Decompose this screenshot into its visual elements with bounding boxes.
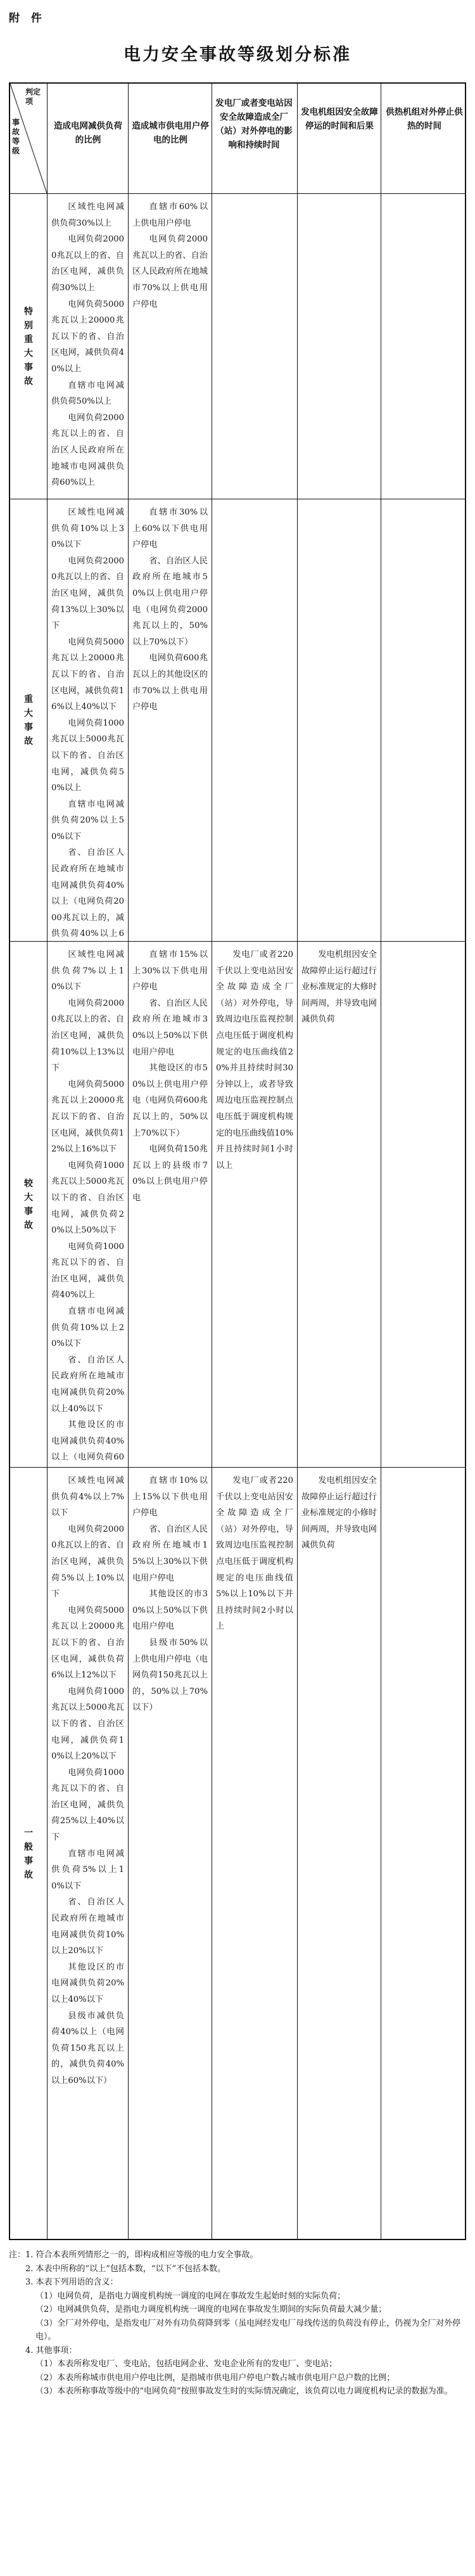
- note-4: 4. 其他事项：: [25, 2345, 77, 2355]
- cell-paragraph: 发电机组因安全故障停止运行超过行业标准规定的小修时间两周，并导致电网减供负荷: [301, 1476, 377, 1551]
- cell-load-reduction-general: [48, 1468, 128, 2240]
- cell-paragraph: 省、自治区人民政府所在地城市50%以上供电用户停电（电网负荷2000兆瓦以上的，50%以上70%以下）: [132, 556, 208, 647]
- note-4-3: （3）本表所称事故等级中的“电网负荷”按照事故发生时的实际情况确定，该负荷以电力调度机构记录的数据为准。: [35, 2387, 453, 2396]
- cell-user-outage-major: [129, 499, 212, 941]
- cell-paragraph: 区域性电网减供负荷7%以上10%以下: [51, 950, 124, 992]
- header-user-outage: 造成城市供电用户停电的比例: [132, 121, 209, 145]
- cell-paragraph: 电网负荷5000兆瓦以上20000兆瓦以下的省、自治区电网，减供负荷12%以上16%以下: [51, 1079, 124, 1155]
- header-plant-outage: 发电厂或者变电站因安全故障造成全厂（站）对外停电的影响和持续时间: [215, 98, 293, 150]
- note-2: 2. 本表中所称的“以上”包括本数，“以下”不包括本数。: [25, 2264, 226, 2274]
- cell-paragraph: 电网负荷2000兆瓦以上的省、自治区人民政府所在地城市70%以上供电用户停电: [132, 234, 208, 309]
- cell-paragraph: 省、自治区人民政府所在地城市30%以上50%以下供电用户停电: [132, 998, 208, 1057]
- cell-paragraph: 电网负荷2000兆瓦以上的省、自治区人民政府所在地城市电网减供负荷60%以上: [51, 413, 124, 488]
- cell-paragraph: 直辖市电网减供负荷5%以上10%以下: [51, 1849, 124, 1891]
- cell-user-outage-larger: [129, 942, 212, 1467]
- note-4-2: （2）本表所称城市供电用户停电比例，是指城市供电用户停电户数占城市供电用户总户数的比例；: [35, 2373, 395, 2383]
- cell-paragraph: 其他设区的市电网减供负荷40%以上（电网负荷60: [51, 1420, 124, 1463]
- cell-paragraph: 区域性电网减供负荷30%以上: [51, 202, 124, 228]
- cell-paragraph: 县级市50%以上供电用户停电（电网负荷150兆瓦以上的，50%以上70%以下）: [132, 1637, 208, 1713]
- cell-load-reduction-major: [48, 499, 128, 941]
- cell-paragraph: 发电机组因安全故障停止运行超过行业标准规定的大修时间两周，并导致电网减供负荷: [301, 950, 377, 1025]
- cell-paragraph: 区域性电网减供负荷4%以上7%以下: [51, 1476, 124, 1518]
- cell-load-reduction-especially-major: [48, 194, 128, 499]
- cell-paragraph: 省、自治区人民政府所在地城市15%以上30%以下供电用户停电: [132, 1524, 208, 1583]
- cell-paragraph: 电网负荷5000兆瓦以上20000兆瓦以下的省、自治区电网，减供负荷16%以上40%以下: [51, 637, 124, 712]
- cell-paragraph: 县级市减供负荷40%以上（电网负荷150兆瓦以上的，减供负荷40%以上60%以下）: [51, 2011, 124, 2086]
- attachment-label: 附 件: [9, 12, 46, 25]
- level-label-larger: 较大事故: [24, 1178, 33, 1231]
- note-3-2: （2）电网减供负荷，是指电力调度机构统一调度的电网在事故发生期间的实际负荷最大减少量；: [35, 2305, 387, 2314]
- level-label-major: 重大事故: [24, 694, 33, 747]
- cell-paragraph: 电网负荷600兆瓦以上的其他设区的市70%以上供电用户停电: [132, 653, 208, 712]
- cell-paragraph: 其他设区的市50%以上供电用户停电（电网负荷600兆瓦以上的，50%以上70%以下）: [132, 1063, 208, 1138]
- note-1: 注：1. 符合本表所列情形之一的，即构成相应等级的电力安全事故。: [9, 2250, 258, 2260]
- header-load-reduction: 造成电网减供负荷的比例: [54, 121, 122, 145]
- cell-paragraph: 直辖市电网减供负荷50%以上: [51, 380, 124, 407]
- cell-load-reduction-larger: [48, 942, 128, 1467]
- page-title: 电力安全事故等级划分标准: [124, 45, 352, 65]
- cell-plant-outage-larger: [212, 942, 297, 1467]
- header-unit-outage: 发电机组因安全故障停运的时间和后果: [301, 107, 378, 131]
- cell-paragraph: 电网负荷20000兆瓦以上的省、自治区电网，减供负荷5%以上10%以下: [51, 1524, 124, 1599]
- cell-user-outage-especially-major: [129, 194, 212, 499]
- cell-paragraph: 直辖市15%以上30%以下供电用户停电: [132, 950, 208, 992]
- cell-paragraph: 其他设区的市电网减供负荷20%以上40%以下: [51, 1962, 124, 2004]
- corner-label-bottom: 事故等级: [12, 118, 20, 155]
- cell-unit-outage-general: [298, 1468, 381, 2240]
- cell-paragraph: 直辖市60%以上供电用户停电: [132, 202, 208, 228]
- cell-user-outage-general: [129, 1468, 212, 2240]
- level-label-especially-major: 特别重大事故: [24, 306, 33, 387]
- header-heat-supply: 供热机组对外停止供热的时间: [386, 107, 463, 131]
- cell-paragraph: 电网负荷20000兆瓦以上的省、自治区电网，减供负荷13%以上30%以下: [51, 556, 124, 631]
- cell-paragraph: 电网负荷150兆瓦以上的县级市70%以上供电用户停电: [132, 1144, 208, 1203]
- cell-plant-outage-general: [212, 1468, 297, 2240]
- level-label-general: 一般事故: [24, 1828, 33, 1880]
- cell-paragraph: 电网负荷1000兆瓦以上5000兆瓦以下的省、自治区电网，减供负荷50%以上: [51, 718, 124, 793]
- cell-paragraph: 区域性电网减供负荷10%以上30%以下: [51, 508, 124, 550]
- cell-paragraph: 电网负荷20000兆瓦以上的省、自治区电网，减供负荷10%以上13%以下: [51, 998, 124, 1073]
- cell-paragraph: 发电厂或者220千伏以上变电站因安全故障造成全厂（站）对外停电，导致周边电压监视控制点电压低于调度机构规定的电压曲线值20%并且持续时间30分钟以上，或者导致周边电压监视控制点电压低于调度机构规定的电压曲线值10%并且持续时间1小时以上: [216, 950, 293, 1170]
- cell-paragraph: 直辖市电网减供负荷10%以上20%以下: [51, 1307, 124, 1349]
- cell-paragraph: 省、自治区人民政府所在地城市电网减供负荷10%以上20%以下: [51, 1897, 124, 1956]
- cell-paragraph: 电网负荷1000兆瓦以上5000兆瓦以下的省、自治区电网，减供负荷20%以上50%以下: [51, 1160, 124, 1236]
- cell-paragraph: 电网负荷20000兆瓦以上的省、自治区电网，减供负荷30%以上: [51, 234, 124, 293]
- note-4-1: （1）本表所称发电厂、变电站，包括电网企业、发电企业所有的发电厂、变电站；: [35, 2359, 338, 2369]
- note-3: 3. 本表下列用语的含义：: [25, 2278, 118, 2287]
- cell-paragraph: 其他设区的市30%以上50%以下供电用户停电: [132, 1589, 208, 1632]
- cell-paragraph: 发电厂或者220千伏以上变电站因安全故障造成全厂（站）对外停电，导致周边电压监视控制点电压低于调度机构规定的电压曲线值5%以上10%以下并且持续时间2小时以上: [216, 1476, 293, 1632]
- cell-paragraph: 直辖市电网减供负荷20%以上50%以下: [51, 799, 124, 842]
- corner-label-top: 判定项: [25, 87, 41, 106]
- accident-level-table: [9, 82, 466, 2240]
- cell-paragraph: 电网负荷1000兆瓦以下的省、自治区电网，减供负荷40%以上: [51, 1241, 124, 1300]
- cell-paragraph: 直辖市30%以上60%以下供电用户停电: [132, 508, 208, 550]
- cell-paragraph: 省、自治区人民政府所在地城市电网减供负荷40%以上（电网负荷2000兆瓦以上的，减供负荷40%以上6: [51, 848, 124, 939]
- cell-paragraph: 电网负荷1000兆瓦以下的省、自治区电网，减供负荷25%以上40%以下: [51, 1767, 124, 1843]
- footnotes: [9, 2248, 466, 2399]
- cell-paragraph: 省、自治区人民政府所在地城市电网减供负荷20%以上40%以下: [51, 1355, 124, 1414]
- cell-paragraph: 电网负荷1000兆瓦以上5000兆瓦以下的省、自治区电网，减供负荷10%以上20%以下: [51, 1686, 124, 1762]
- cell-unit-outage-larger: [298, 942, 381, 1467]
- cell-paragraph: 直辖市10%以上15%以下供电用户停电: [132, 1476, 208, 1518]
- cell-paragraph: 电网负荷5000兆瓦以上20000兆瓦以下的省、自治区电网，减供负荷6%以上12%以下: [51, 1605, 124, 1681]
- cell-paragraph: 电网负荷5000兆瓦以上20000兆瓦以下的省、自治区电网，减供负荷40%以上: [51, 299, 124, 374]
- note-3-3: （3）全厂对外停电，是指发电厂对外有功负荷降到零（虽电网经发电厂母线传送的负荷没有停止，仍视为全厂对外停电）。: [35, 2318, 461, 2342]
- note-3-1: （1）电网负荷，是指电力调度机构统一调度的电网在事故发生起始时刻的实际负荷；: [35, 2291, 346, 2301]
